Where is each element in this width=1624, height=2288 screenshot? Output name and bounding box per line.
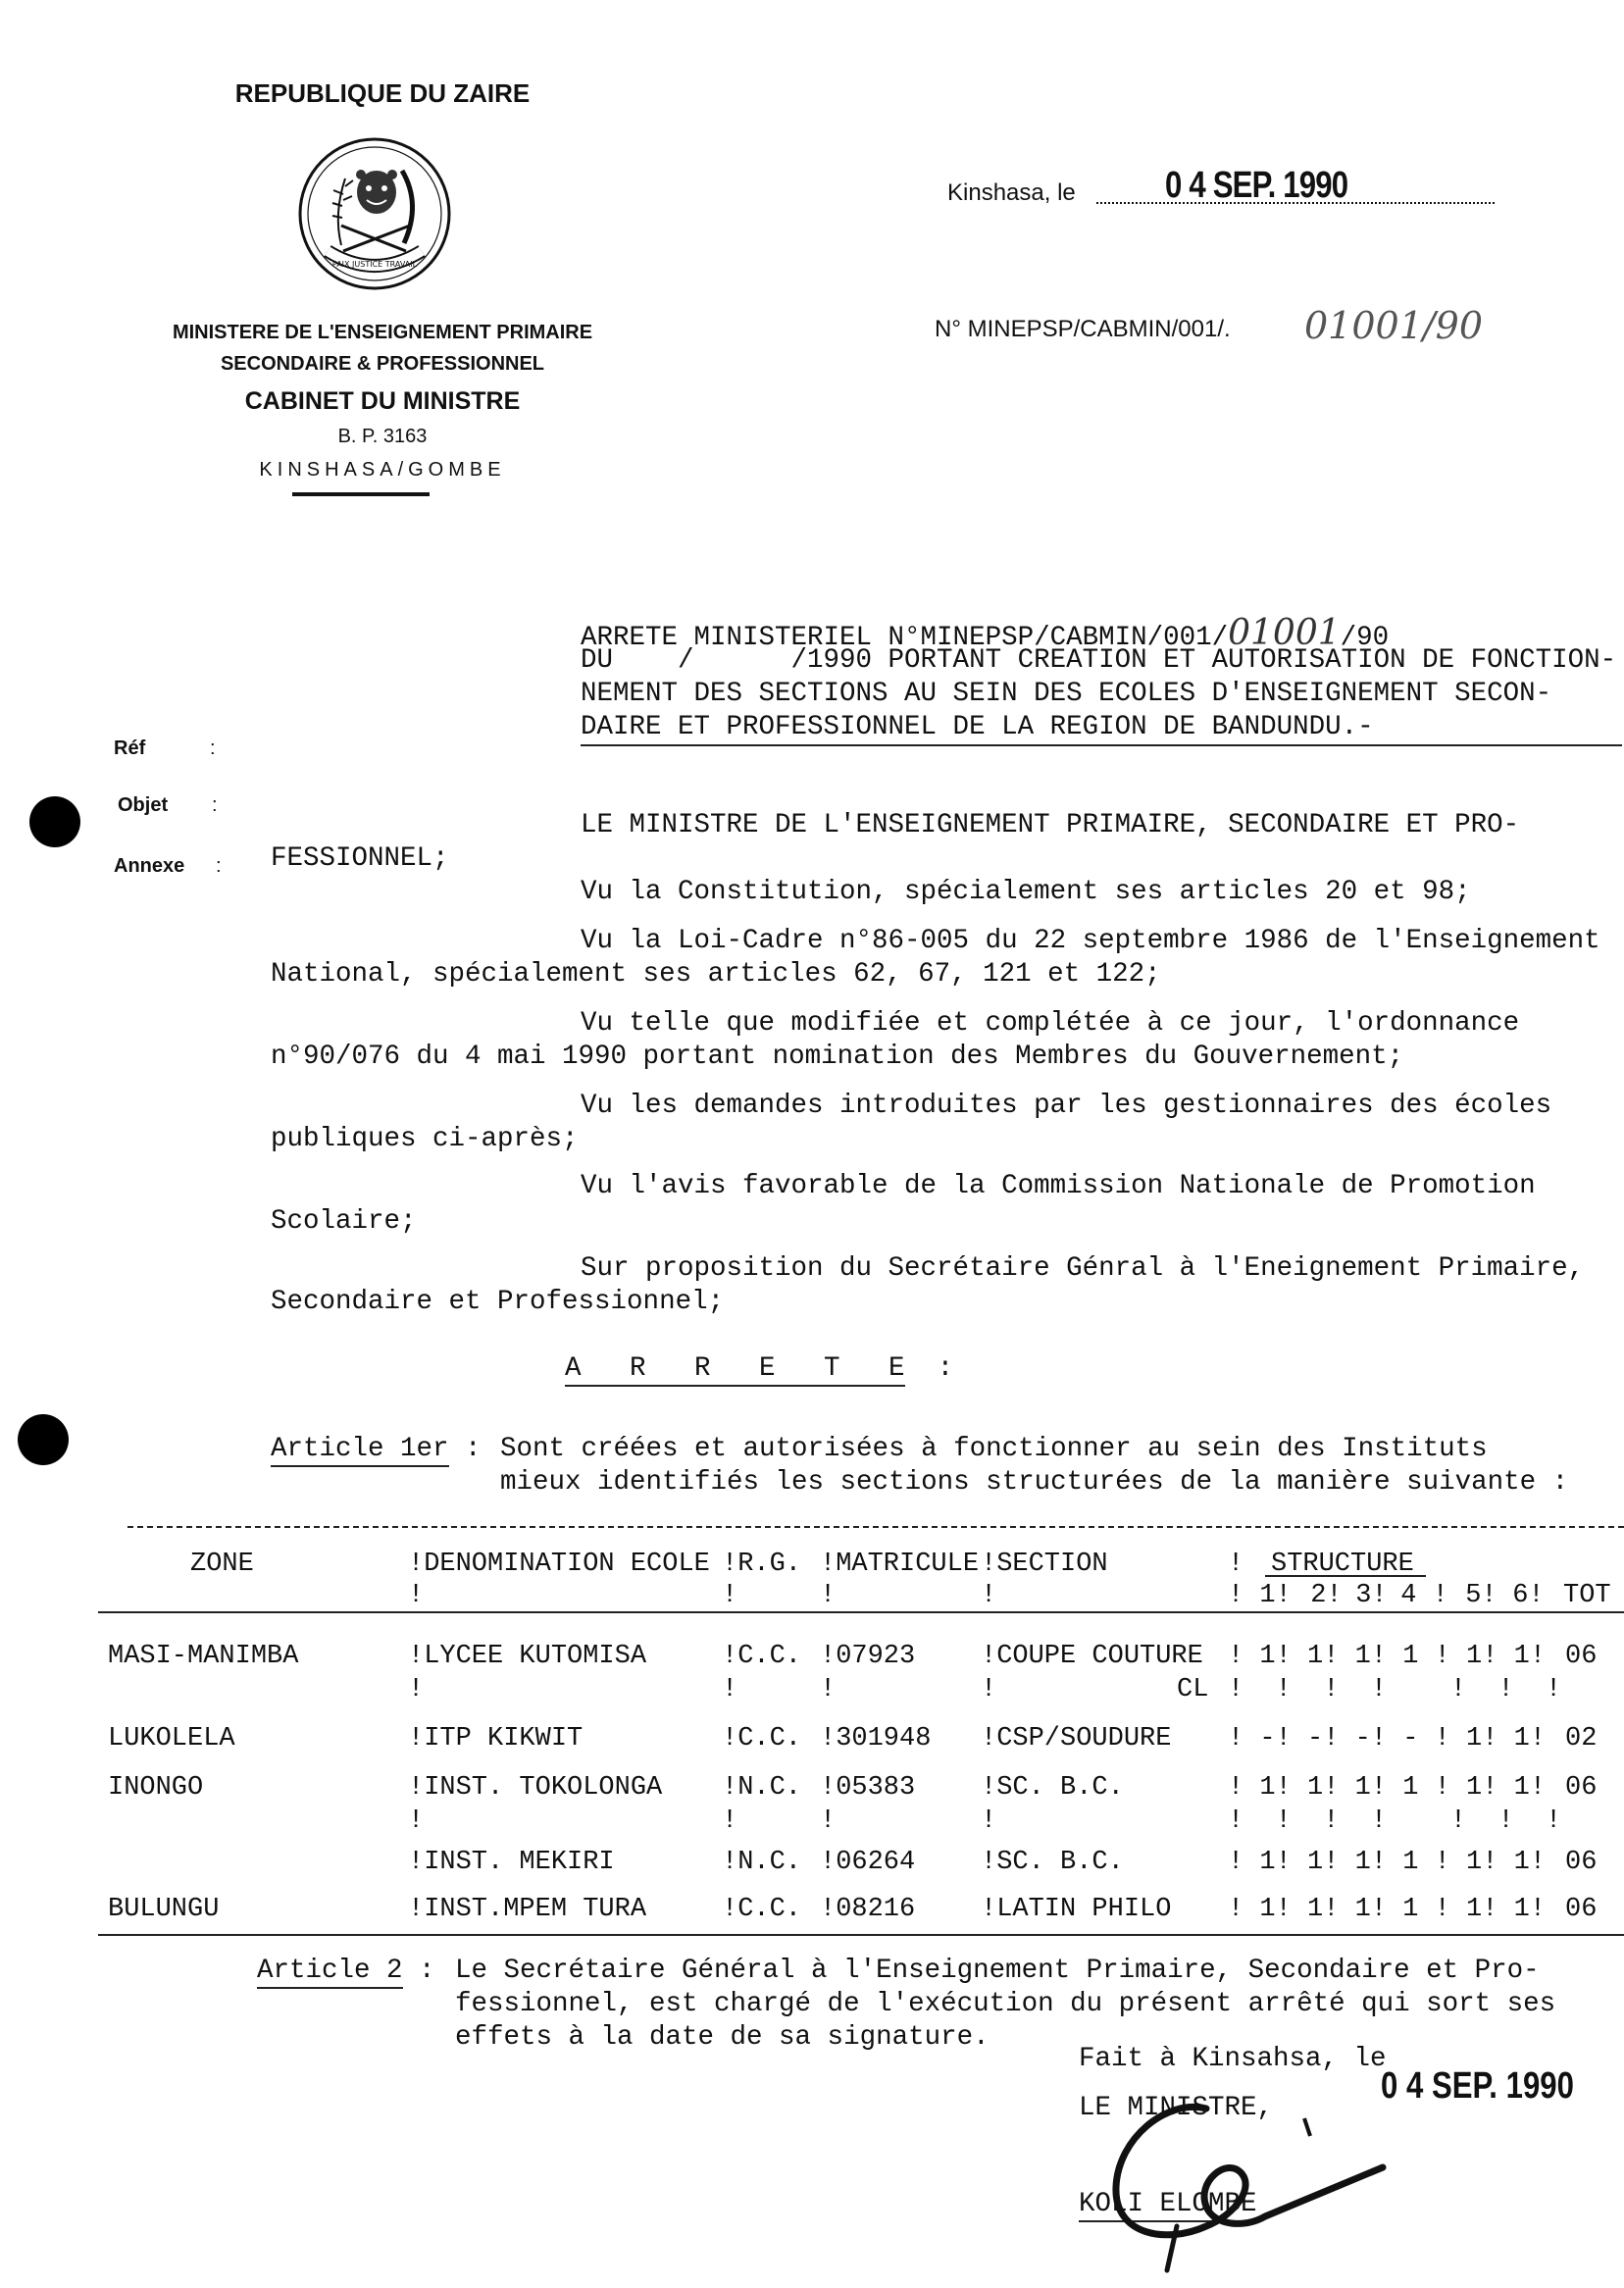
cell-structure: ! 1! 1! 1! 1 ! 1! 1! <box>1228 1895 1547 1924</box>
vu-ordonnance-line-1: Vu telle que modifiée et complétée à ce jour, l'ordonnance <box>581 1008 1520 1039</box>
article-2-line-2: fessionnel, est chargé de l'exécution du présent arrêté qui sort ses <box>455 1989 1556 2019</box>
reference-prefix: N° MINEPSP/CABMIN/001/. <box>935 316 1231 342</box>
cell-matricule: !06264 <box>820 1848 916 1877</box>
cell-section: !SC. B.C. <box>981 1773 1124 1803</box>
table-top-rule <box>127 1526 1624 1528</box>
punch-hole-top <box>29 796 80 847</box>
cell-rg: !C.C. <box>722 1642 802 1671</box>
vu-avis-line-1: Vu l'avis favorable de la Commission Nationale de Promotion <box>581 1171 1536 1201</box>
cell-structure: ! 1! 1! 1! 1 ! 1! 1! <box>1228 1773 1547 1803</box>
cell-section: !LATIN PHILO <box>981 1895 1172 1924</box>
cell-bang: ! <box>722 1806 738 1836</box>
header-year-6: 6! <box>1512 1581 1545 1610</box>
cell-rg: !C.C. <box>722 1895 802 1924</box>
cell-rg: !C.C. <box>722 1724 802 1754</box>
table-bottom-rule <box>98 1934 1624 1936</box>
header-bang-4: ! <box>820 1581 837 1610</box>
title-line-3: NEMENT DES SECTIONS AU SEIN DES ECOLES D'ENSEIGNEMENT SECON- <box>581 679 1552 709</box>
ref-label: Réf <box>114 737 146 759</box>
vu-avis-line-2: Scolaire; <box>271 1206 417 1237</box>
cell-structure: ! -! -! -! - ! 1! 1! <box>1228 1724 1547 1754</box>
article-1-line-1: Sont créées et autorisées à fonctionner au sein des Instituts <box>500 1434 1488 1464</box>
reference-handwritten-number: 01001/90 <box>1304 304 1484 347</box>
cell-section: !CSP/SOUDURE <box>981 1724 1172 1754</box>
dateline-prefix: Kinshasa, le <box>947 179 1076 206</box>
fait-a-line: Fait à Kinsahsa, le <box>1079 2044 1387 2074</box>
structure-underline <box>1265 1575 1426 1577</box>
title-line-1: ARRETE MINISTERIEL N°MINEPSP/CABMIN/001/01001/90 <box>581 613 1390 653</box>
article-2-line-3: effets à la date de sa signature. <box>455 2022 990 2053</box>
cell-bang-row: ! ! ! ! ! ! ! <box>1228 1806 1562 1836</box>
cell-tot: 06 <box>1565 1848 1598 1877</box>
national-emblem-seal <box>294 135 456 292</box>
cell-bang: ! <box>820 1675 837 1704</box>
title-underline <box>581 744 1622 746</box>
cell-bang: ! <box>981 1675 997 1704</box>
objet-label: Objet <box>118 794 169 816</box>
ministry-line-1: MINISTERE DE L'ENSEIGNEMENT PRIMAIRE <box>172 322 593 343</box>
letterhead-underline <box>292 492 430 496</box>
cell-tot: 06 <box>1565 1895 1598 1924</box>
header-bang-3: ! <box>722 1581 738 1610</box>
cell-zone: LUKOLELA <box>108 1724 235 1754</box>
vu-ordonnance-line-2: n°90/076 du 4 mai 1990 portant nomination des Membres du Gouvernement; <box>271 1042 1404 1072</box>
cell-ecole: !INST.MPEM TURA <box>408 1895 647 1924</box>
cell-structure: ! 1! 1! 1! 1 ! 1! 1! <box>1228 1848 1547 1877</box>
objet-colon: : <box>212 794 218 816</box>
cell-bang: ! <box>981 1806 997 1836</box>
cell-ecole: !INST. TOKOLONGA <box>408 1773 663 1803</box>
header-bang-2: ! <box>408 1581 425 1610</box>
header-denomination: !DENOMINATION ECOLE <box>408 1550 710 1579</box>
cell-bang: ! <box>722 1675 738 1704</box>
header-year-2: 2! <box>1310 1581 1343 1610</box>
vu-loi-cadre-line-1: Vu la Loi-Cadre n°86-005 du 22 septembre 1986 de l'Enseignement <box>581 926 1600 956</box>
article-1-label: Article 1er : <box>271 1436 482 1463</box>
header-year-3: 3! <box>1355 1581 1388 1610</box>
cell-tot: 02 <box>1565 1724 1598 1754</box>
header-structure-bang: ! <box>1228 1550 1244 1579</box>
republic-heading: REPUBLIQUE DU ZAIRE <box>234 78 531 108</box>
cell-bang-row: ! ! ! ! ! ! ! <box>1228 1675 1562 1704</box>
cell-zone: BULUNGU <box>108 1895 220 1924</box>
cell-matricule: !301948 <box>820 1724 932 1754</box>
cell-matricule: !08216 <box>820 1895 916 1924</box>
annexe-label: Annexe <box>114 855 185 877</box>
article-2-label: Article 2 : <box>257 1958 435 1985</box>
vu-loi-cadre-line-2: National, spécialement ses articles 62, 67, 121 et 122; <box>271 959 1161 990</box>
cell-bang: ! <box>408 1806 425 1836</box>
vu-demandes-line-1: Vu les demandes introduites par les gestionnaires des écoles <box>581 1091 1552 1121</box>
header-year-1: ! 1! <box>1228 1581 1292 1610</box>
table-header-rule <box>98 1611 1624 1613</box>
cell-section: !COUPE COUTURE <box>981 1642 1203 1671</box>
header-tot: TOT <box>1563 1581 1611 1610</box>
minister-title: LE MINISTRE, <box>1079 2093 1274 2123</box>
ref-colon: : <box>210 737 216 759</box>
signature-date-stamp: 0 4 SEP. 1990 <box>1381 2065 1574 2107</box>
header-bang-5: ! <box>981 1581 997 1610</box>
cell-tot: 06 <box>1565 1642 1598 1671</box>
postal-box: B. P. 3163 <box>337 426 428 447</box>
sur-proposition-line-1: Sur proposition du Secrétaire Génral à l'Eneignement Primaire, <box>581 1253 1585 1284</box>
city-line: KINSHASA/GOMBE <box>259 459 506 481</box>
ministry-line-2: SECONDAIRE & PROFESSIONNEL <box>220 353 545 375</box>
cell-ecole: !ITP KIKWIT <box>408 1724 584 1754</box>
cell-rg: !N.C. <box>722 1773 802 1803</box>
punch-hole-bottom <box>18 1414 69 1465</box>
cell-ecole: !INST. MEKIRI <box>408 1848 615 1877</box>
minister-line-1: LE MINISTRE DE L'ENSEIGNEMENT PRIMAIRE, SECONDAIRE ET PRO- <box>581 810 1520 840</box>
cell-zone: MASI-MANIMBA <box>108 1642 299 1671</box>
cell-structure: ! 1! 1! 1! 1 ! 1! 1! <box>1228 1642 1547 1671</box>
cell-zone: INONGO <box>108 1773 204 1803</box>
cell-tot: 06 <box>1565 1773 1598 1803</box>
title-handwritten-number: 01001 <box>1228 613 1341 653</box>
cell-ecole: !LYCEE KUTOMISA <box>408 1642 647 1671</box>
annexe-colon: : <box>216 855 222 877</box>
header-matricule: !MATRICULE <box>820 1550 980 1579</box>
title-line-2: DU / /1990 PORTANT CREATION ET AUTORISATION DE FONCTION- <box>581 645 1617 676</box>
minister-line-2: FESSIONNEL; <box>271 843 449 874</box>
cell-section-continuation: CL <box>1177 1675 1209 1704</box>
arrete-heading: A R R E T E : <box>565 1355 953 1383</box>
cell-bang: ! <box>408 1675 425 1704</box>
title-line-4: DAIRE ET PROFESSIONNEL DE LA REGION DE BANDUNDU.- <box>581 712 1374 742</box>
header-year-4: 4 ! <box>1400 1581 1448 1610</box>
cell-matricule: !07923 <box>820 1642 916 1671</box>
sur-proposition-line-2: Secondaire et Professionnel; <box>271 1287 725 1317</box>
header-rg: !R.G. <box>722 1550 802 1579</box>
vu-demandes-line-2: publiques ci-après; <box>271 1124 579 1154</box>
header-section: !SECTION <box>981 1550 1108 1579</box>
cell-bang: ! <box>820 1806 837 1836</box>
article-2-line-1: Le Secrétaire Général à l'Enseignement Primaire, Secondaire et Pro- <box>455 1956 1540 1986</box>
header-zone: ZONE <box>190 1550 254 1579</box>
cell-rg: !N.C. <box>722 1848 802 1877</box>
handwritten-signature <box>1059 2079 1393 2275</box>
vu-constitution: Vu la Constitution, spécialement ses articles 20 et 98; <box>581 877 1471 907</box>
svg-text:PAIX JUSTICE TRAVAIL: PAIX JUSTICE TRAVAIL <box>331 260 418 269</box>
minister-name: KOLI ELOMBE <box>1079 2191 1257 2218</box>
cell-section: !SC. B.C. <box>981 1848 1124 1877</box>
cabinet-heading: CABINET DU MINISTRE <box>244 387 521 415</box>
date-stamp: 0 4 SEP. 1990 <box>1165 165 1348 206</box>
header-structure: STRUCTURE <box>1271 1550 1414 1579</box>
cell-matricule: !05383 <box>820 1773 916 1803</box>
article-1-line-2: mieux identifiés les sections structurées de la manière suivante : <box>500 1467 1569 1498</box>
header-year-5: 5! <box>1465 1581 1497 1610</box>
